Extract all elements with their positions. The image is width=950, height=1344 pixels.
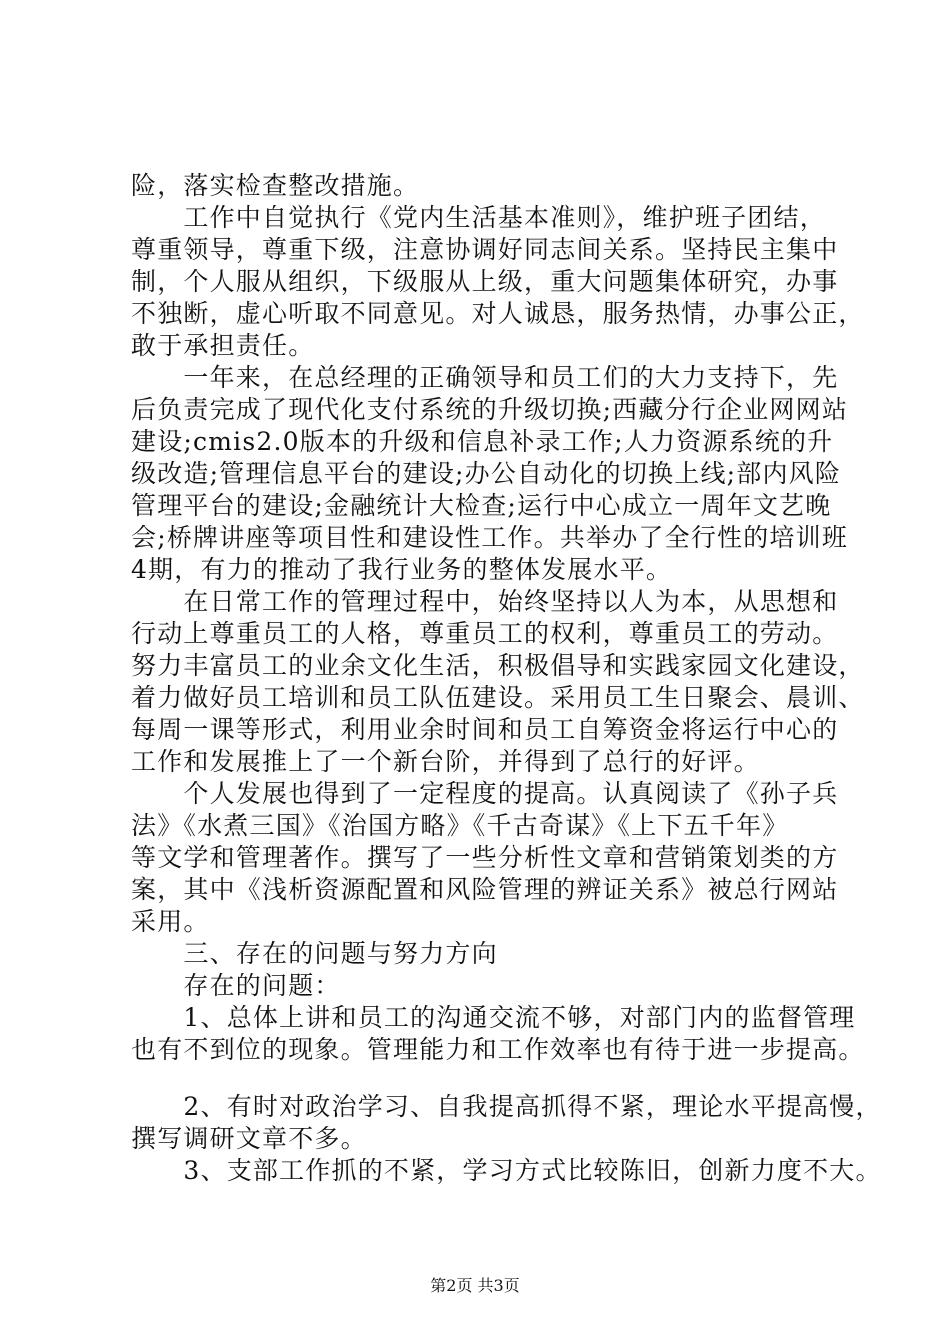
text-line: 3、支部工作抓的不紧，学习方式比较陈旧，创新力度不大。 <box>131 1156 882 1185</box>
text-line: 行动上尊重员工的人格，尊重员工的权利，尊重员工的劳动。 <box>131 619 839 648</box>
page-number: 第2页 共3页 <box>430 1276 520 1295</box>
text-line: 在日常工作的管理过程中，始终坚持以人为本，从思想和 <box>131 587 839 616</box>
text-line: 级改造;管理信息平台的建设;办公自动化的切换上线;部内风险 <box>131 459 842 488</box>
text-line: 努力丰富员工的业余文化生活，积极倡导和实践家园文化建设， <box>131 651 865 680</box>
text-line: 等文学和管理著作。撰写了一些分析性文章和营销策划类的方 <box>131 843 839 872</box>
text-line: 个人发展也得到了一定程度的提高。认真阅读了《孙子兵 <box>131 779 839 808</box>
text-line: 后负责完成了现代化支付系统的升级切换;西藏分行企业网网站 <box>131 395 849 424</box>
text-line: 2、有时对政治学习、自我提高抓得不紧，理论水平提高慢， <box>131 1092 882 1121</box>
text-line: 1、总体上讲和员工的沟通交流不够，对部门内的监督管理 <box>131 1003 856 1032</box>
text-line: 着力做好员工培训和员工队伍建设。采用员工生日聚会、晨训、 <box>131 683 865 712</box>
text-line: 也有不到位的现象。管理能力和工作效率也有待于进一步提高。 <box>131 1035 865 1064</box>
text-line: 险，落实检查整改措施。 <box>131 171 420 200</box>
text-line: 建设;cmis2.0版本的升级和信息补录工作;人力资源系统的升 <box>131 427 834 456</box>
text-line: 案，其中《浅析资源配置和风险管理的辨证关系》被总行网站 <box>131 875 839 904</box>
text-line: 一年来，在总经理的正确领导和员工们的大力支持下，先 <box>131 363 839 392</box>
text-line: 4期，有力的推动了我行业务的整体发展水平。 <box>131 555 673 584</box>
text-line: 工作中自觉执行《党内生活基本准则》，维护班子团结， <box>131 203 826 232</box>
text-line: 尊重领导，尊重下级，注意协调好同志间关系。坚持民主集中 <box>131 235 839 264</box>
text-line: 会;桥牌讲座等项目性和建设性工作。共举办了全行性的培训班 <box>131 523 849 552</box>
text-line: 撰写调研文章不多。 <box>131 1124 367 1153</box>
text-line: 每周一课等形式，利用业余时间和员工自筹资金将运行中心的 <box>131 715 839 744</box>
text-line: 制，个人服从组织，下级服从上级，重大问题集体研究，办事 <box>131 267 839 296</box>
text-line: 采用。 <box>131 907 210 936</box>
text-line: 不独断，虚心听取不同意见。对人诚恳，服务热情，办事公正， <box>131 299 865 328</box>
section-heading: 三、存在的问题与努力方向 <box>131 939 498 968</box>
text-line: 管理平台的建设;金融统计大检查;运行中心成立一周年文艺晚 <box>131 491 832 520</box>
text-line: 敢于承担责任。 <box>131 331 315 360</box>
text-line: 法》《水煮三国》《治国方略》《千古奇谋》《上下五千年》 <box>131 811 789 840</box>
text-line: 工作和发展推上了一个新台阶，并得到了总行的好评。 <box>131 747 760 776</box>
text-line: 存在的问题： <box>131 971 341 1000</box>
